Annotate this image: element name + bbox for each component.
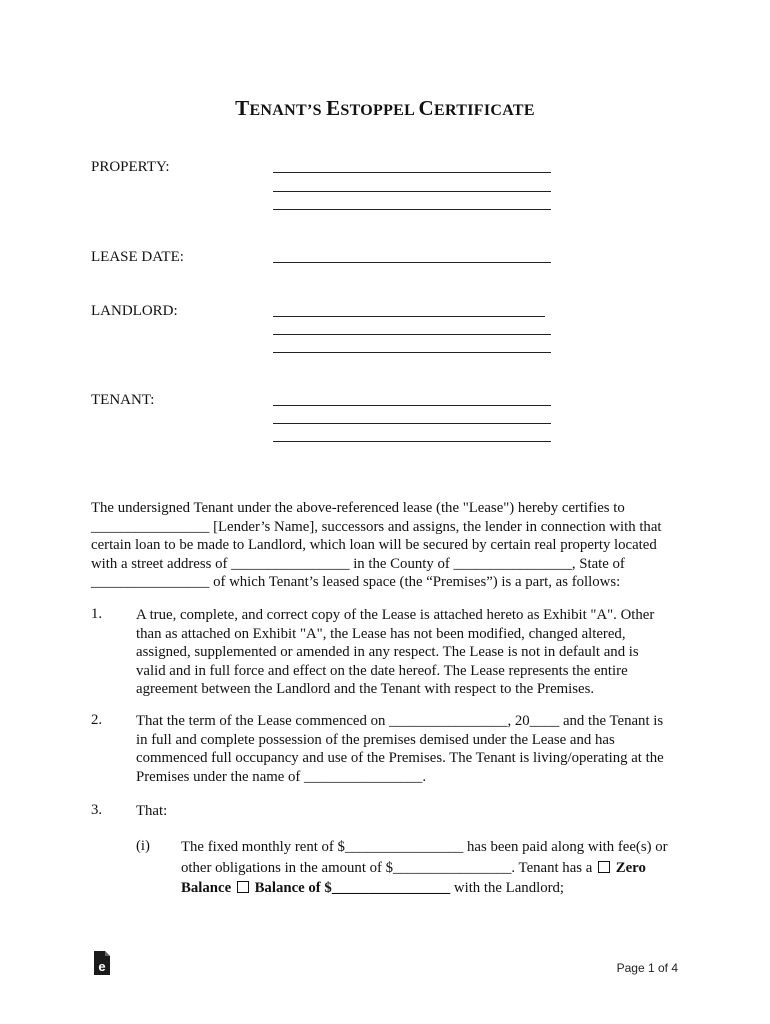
balance-of-checkbox[interactable]	[237, 881, 249, 893]
landlord-line-1[interactable]	[273, 316, 545, 317]
landlord-label: LANDLORD:	[91, 303, 178, 319]
subitem-i-line-3: Balance Balance of $________________ with the Landlord;	[181, 880, 565, 896]
item-3-text: That:	[136, 803, 168, 819]
item-1-text: A true, complete, and correct copy of the Lease is attached hereto as Exhibit "A". Other than as attached on Exhibit "A", the Lease has not been modified, changed altered, assigned, supplemented or amended in any respect. The Lease is not in default and is valid and in full force and effect on the date hereof. The Lease represents the entire agreement between the Landlord and the Tenant with respect to the Premises.	[136, 607, 655, 698]
document-logo-icon	[92, 950, 112, 976]
property-label: PROPERTY:	[91, 159, 170, 175]
landlord-line-3[interactable]	[273, 352, 551, 353]
lease-date-line[interactable]	[273, 262, 551, 263]
item-1-number: 1.	[91, 606, 103, 622]
item-2-text: That the term of the Lease commenced on ________________, 20____ and the Tenant is in full and complete possession of the premises demised under the Lease and has commenced full occupancy and use of the Premises. The Tenant is living/operating at the Premises under the name of ________________.	[136, 713, 664, 785]
subitem-i-text: The fixed monthly rent of $________________ has been paid along with fee(s) or other obligations in the amount of $________________. Tenant has a Zero Balance Balance of $________________ with the Landlord;	[181, 837, 681, 899]
document-title: TENANT’S ESTOPPEL CERTIFICATE	[235, 96, 535, 120]
tenant-line-3[interactable]	[273, 441, 551, 442]
item-3-number: 3.	[91, 802, 103, 818]
tenant-label: TENANT:	[91, 392, 155, 408]
property-line-3[interactable]	[273, 209, 551, 210]
subitem-i-line-2: other obligations in the amount of $________________. Tenant has a Zero	[181, 859, 646, 876]
property-line-1[interactable]	[273, 172, 551, 173]
subitem-i-number: (i)	[136, 838, 150, 854]
page-number: Page 1 of 4	[616, 961, 678, 975]
item-2-number: 2.	[91, 712, 103, 728]
zero-balance-checkbox[interactable]	[598, 861, 610, 873]
lease-date-label: LEASE DATE:	[91, 249, 184, 265]
svg-text:e: e	[98, 959, 106, 974]
tenant-line-2[interactable]	[273, 423, 551, 424]
landlord-line-2[interactable]	[273, 334, 551, 335]
property-line-2[interactable]	[273, 191, 551, 192]
tenant-line-1[interactable]	[273, 405, 551, 406]
intro-paragraph: The undersigned Tenant under the above-referenced lease (the "Lease") hereby certifies to ________________ [Lender’s Name], successors and assigns, the lender in connection with that certain loan to be made to Landlord, which loan will be secured by certain real property located with a street address of ________________ in the County of ________________, State of ________________ of which Tenant’s leased space (the “Premises”) is a part, as follows:	[91, 500, 662, 591]
